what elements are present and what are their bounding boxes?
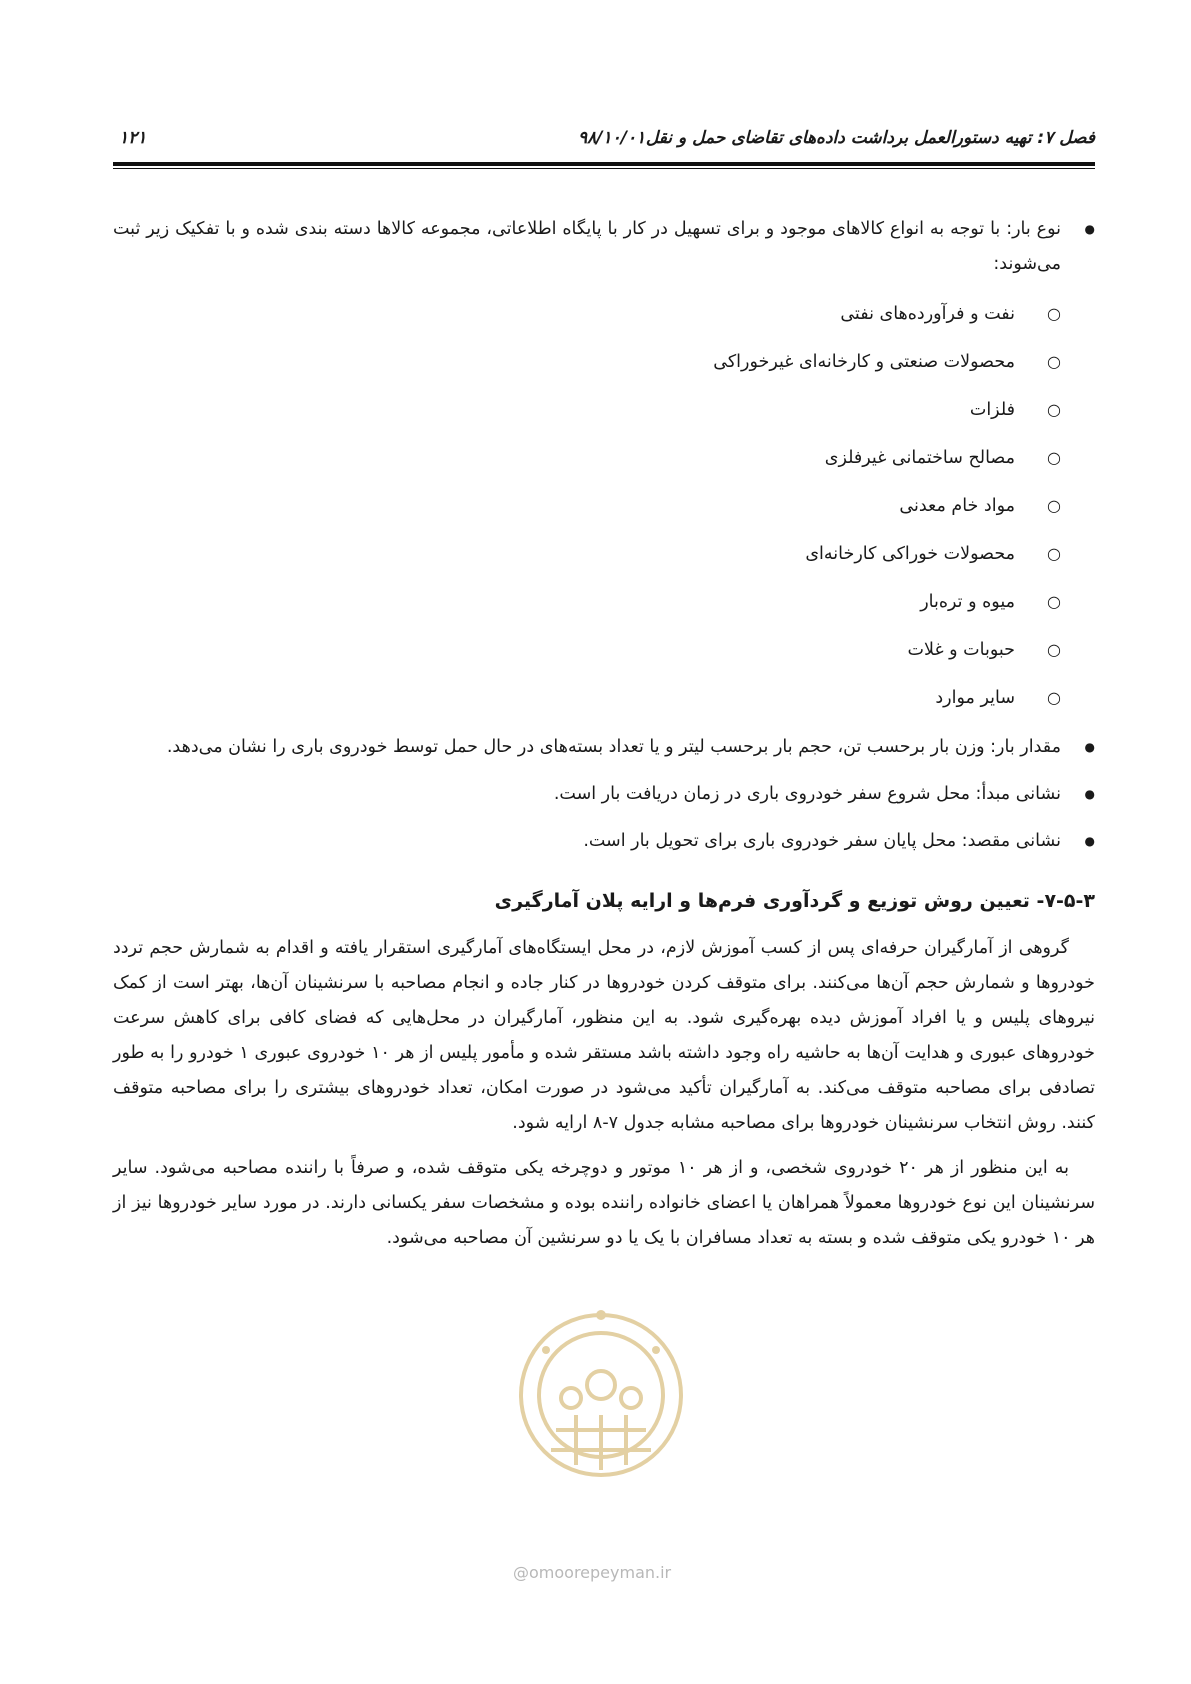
- list-item: [113, 434, 1095, 482]
- list-item-label: مصالح ساختمانی غیرفلزی: [824, 448, 1015, 468]
- page-number: ۱۲۱: [119, 128, 147, 148]
- watermark-site: @omoorepeyman.ir: [513, 1563, 672, 1582]
- circle-bullet-icon: ○: [1047, 448, 1061, 467]
- list-item-label: محصولات خوراکی کارخانه‌ای: [805, 544, 1015, 564]
- list-item-label: نفت و فرآورده‌های نفتی: [840, 304, 1015, 324]
- bullet-destination: [113, 824, 1095, 859]
- bullet-dot-icon: ●: [1084, 222, 1095, 236]
- header-rule: [113, 162, 1095, 166]
- page-header: [113, 128, 1095, 162]
- circle-bullet-icon: ○: [1047, 640, 1061, 659]
- list-item-label: سایر موارد: [935, 688, 1015, 708]
- section-heading: ۷-۵-۳- تعیین روش توزیع و گردآوری فرم‌ها و ارایه پلان آمارگیری: [494, 890, 1095, 912]
- chapter-title: فصل ۷: تهیه دستورالعمل برداشت داده‌های تقاضای حمل و نقل: [645, 128, 1095, 148]
- list-item: [113, 338, 1095, 386]
- bullet-text: مقدار بار: وزن بار برحسب تن، حجم بار برحسب لیتر و یا تعداد بسته‌های در حال حمل توسط خودروی باری را نشان می‌دهد.: [166, 737, 1061, 757]
- circle-bullet-icon: ○: [1047, 400, 1061, 419]
- list-item: [113, 674, 1095, 722]
- page-body: [113, 212, 1095, 1266]
- bullet-text: نشانی مبدأ: محل شروع سفر خودروی باری در زمان دریافت بار است.: [553, 784, 1061, 804]
- bullet-dot-icon: ●: [1084, 834, 1095, 848]
- list-item: [113, 578, 1095, 626]
- bullet-dot-icon: ●: [1084, 787, 1095, 801]
- header-date: ۹۸/۱۰/۰۱: [578, 128, 646, 148]
- circle-bullet-icon: ○: [1047, 496, 1061, 515]
- list-item: [113, 386, 1095, 434]
- list-item-label: محصولات صنعتی و کارخانه‌ای غیرخوراکی: [713, 352, 1015, 372]
- circle-bullet-icon: ○: [1047, 592, 1061, 611]
- list-item-label: مواد خام معدنی: [899, 496, 1015, 516]
- circle-bullet-icon: ○: [1047, 352, 1061, 371]
- list-item-label: میوه و تره‌بار: [920, 592, 1015, 612]
- list-item: [113, 290, 1095, 338]
- list-item: [113, 626, 1095, 674]
- bullet-cargo-amount: [113, 730, 1095, 765]
- list-item: [113, 482, 1095, 530]
- bullet-dot-icon: ●: [1084, 740, 1095, 754]
- bullet-origin: [113, 777, 1095, 812]
- list-item-label: حبوبات و غلات: [907, 640, 1015, 660]
- paragraph: به این منظور از هر ۲۰ خودروی شخصی، و از هر ۱۰ موتور و دوچرخه یکی متوقف شده، و صرفاً با راننده مصاحبه می‌شود. سایر سرنشینان این نوع خودروها معمولاً همراهان یا اعضای خانواده راننده بوده و مشخصات سفر یکسانی دارند. در مورد سایر خودروها نیز از هر ۱۰ خودرو یکی متوقف شده و بسته به تعداد مسافران با یک یا دو سرنشین آن مصاحبه می‌شود.: [113, 1158, 1095, 1248]
- circle-bullet-icon: ○: [1047, 304, 1061, 323]
- watermark-logo-icon: [506, 1290, 696, 1490]
- bullet-text: نشانی مقصد: محل پایان سفر خودروی باری برای تحویل بار است.: [583, 831, 1061, 851]
- bullet-cargo-type: [113, 212, 1095, 282]
- bullet-text: نوع بار: با توجه به انواع کالاهای موجود و برای تسهیل در کار با پایگاه اطلاعاتی، مجموعه کالاها دسته بندی شده و با تفکیک زیر ثبت می‌شوند:: [113, 219, 1061, 274]
- circle-bullet-icon: ○: [1047, 688, 1061, 707]
- paragraph: گروهی از آمارگیران حرفه‌ای پس از کسب آموزش لازم، در محل ایستگاه‌های آمارگیری استقرار یافته و اقدام به شمارش حجم تردد خودروها و شمارش حجم آن‌ها می‌کنند. برای متوقف کردن خودروها در کنار جاده و انجام مصاحبه با سرنشینان آن‌ها، بهتر است از کمک نیروهای پلیس و یا افراد آموزش دیده بهره‌گیری شود. به این منظور، آمارگیران در محل‌هایی که فضای کافی برای کاهش سرعت خودروهای عبوری و هدایت آن‌ها به حاشیه راه وجود داشته باشد مستقر شده و مأمور پلیس از هر ۱۰ خودروی عبوری ۱ خودرو را به طور تصادفی برای مصاحبه متوقف می‌کند. به آمارگیران تأکید می‌شود در صورت امکان، تعداد خودروهای بیشتری را برای مصاحبه متوقف کنند. روش انتخاب سرنشینان خودروها برای مصاحبه مشابه جدول ۷-۸ ارایه شود.: [113, 938, 1095, 1133]
- circle-bullet-icon: ○: [1047, 544, 1061, 563]
- list-item: [113, 530, 1095, 578]
- cargo-category-list: [113, 290, 1095, 722]
- header-rule-thin: [113, 168, 1095, 169]
- list-item-label: فلزات: [969, 400, 1015, 420]
